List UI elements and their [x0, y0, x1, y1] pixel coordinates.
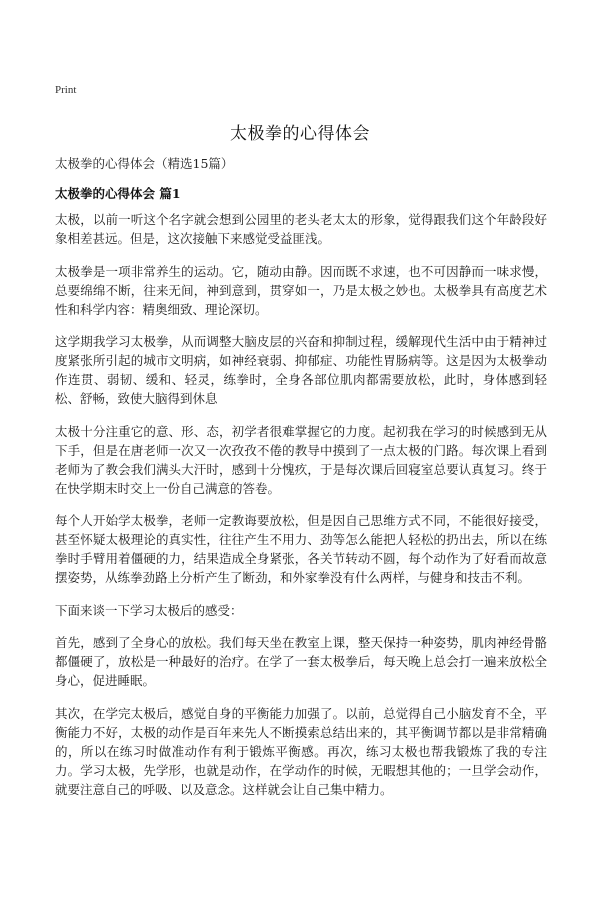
paragraph-2: 太极拳是一项非常养生的运动。它，随动由静。因而既不求速，也不可因静而一味求慢，总要绵绵不断，往来无间，神到意到，贯穿如一，乃是太极之妙也。太极拳具有高度艺术性和科学内容：精奥细致、理论深切。 [55, 263, 547, 317]
article-body [55, 210, 547, 812]
paragraph-7: 首先，感到了全身心的放松。我们每天坐在教室上课，整天保持一种姿势，肌肉神经骨骼都僵硬了，放松是一种最好的治疗。在学了一套太极拳后，每天晚上总会打一遍来放松全身心，促进睡眠。 [55, 635, 547, 688]
paragraph-1: 太极，以前一听这个名字就会想到公园里的老头老太太的形象，觉得跟我们这个年龄段好象相差甚远。但是，这次接触下来感觉受益匪浅。 [55, 212, 547, 246]
paragraph-8: 其次，在学完太极后，感觉自身的平衡能力加强了。以前，总觉得自己小脑发育不全，平衡能力不好，太极的动作是百年来先人不断摸索总结出来的，其平衡调节都以是非常精确的，所以在练习时做准动作有利于锻炼平衡感。再次，练习太极也帮我锻炼了我的专注力。学习太极，先学形，也就是动作，在学动作的时候，无暇想其他的；一旦学会动作，就要注意自己的呼吸、以及意念。这样就会让自己集中精力。 [55, 705, 547, 797]
paragraph-3: 这学期我学习太极拳，从而调整大脑皮层的兴奋和抑制过程，缓解现代生活中由于精神过度紧张所引起的城市文明病，如神经衰弱、抑郁症、功能性胃肠病等。这是因为太极拳动作连贯、弱韧、缓和、轻灵，练拳时，全身各部位肌肉都需要放松，此时，身体感到轻松、舒畅，致使大脑得到休息 [55, 334, 547, 406]
paragraph-5: 每个人开始学太极拳，老师一定教诲要放松，但是因自己思维方式不同，不能很好接受，甚至怀疑太极理论的真实性，往往产生不用力、劲等怎么能把人轻松的扔出去，所以在练拳时手臂用着僵硬的力，结果造成全身紧张，各关节转动不圆，每个动作为了好看而故意摆姿势，从练拳劲路上分析产生了断劲，和外家拳没有什么两样，与健身和技击不利。 [55, 513, 547, 585]
section-heading: 太极拳的心得体会 篇1 [55, 186, 181, 201]
page-title: 太极拳的心得体会 [230, 124, 370, 144]
paragraph-4: 太极十分注重它的意、形、态，初学者很难掌握它的力度。起初我在学习的时候感到无从下手，但是在唐老师一次又一次孜孜不倦的教导中摸到了一点太极的门路。每次课上看到老师为了教会我们满头大汗时，感到十分愧疚，于是每次课后回寝室总要认真复习。终于在快学期末时交上一份自己满意的答卷。 [55, 423, 547, 496]
paragraph-6: 下面来谈一下学习太极后的感受： [55, 602, 243, 618]
print-label: Print [55, 84, 77, 96]
document-subtitle: 太极拳的心得体会（精选15篇） [55, 156, 234, 171]
